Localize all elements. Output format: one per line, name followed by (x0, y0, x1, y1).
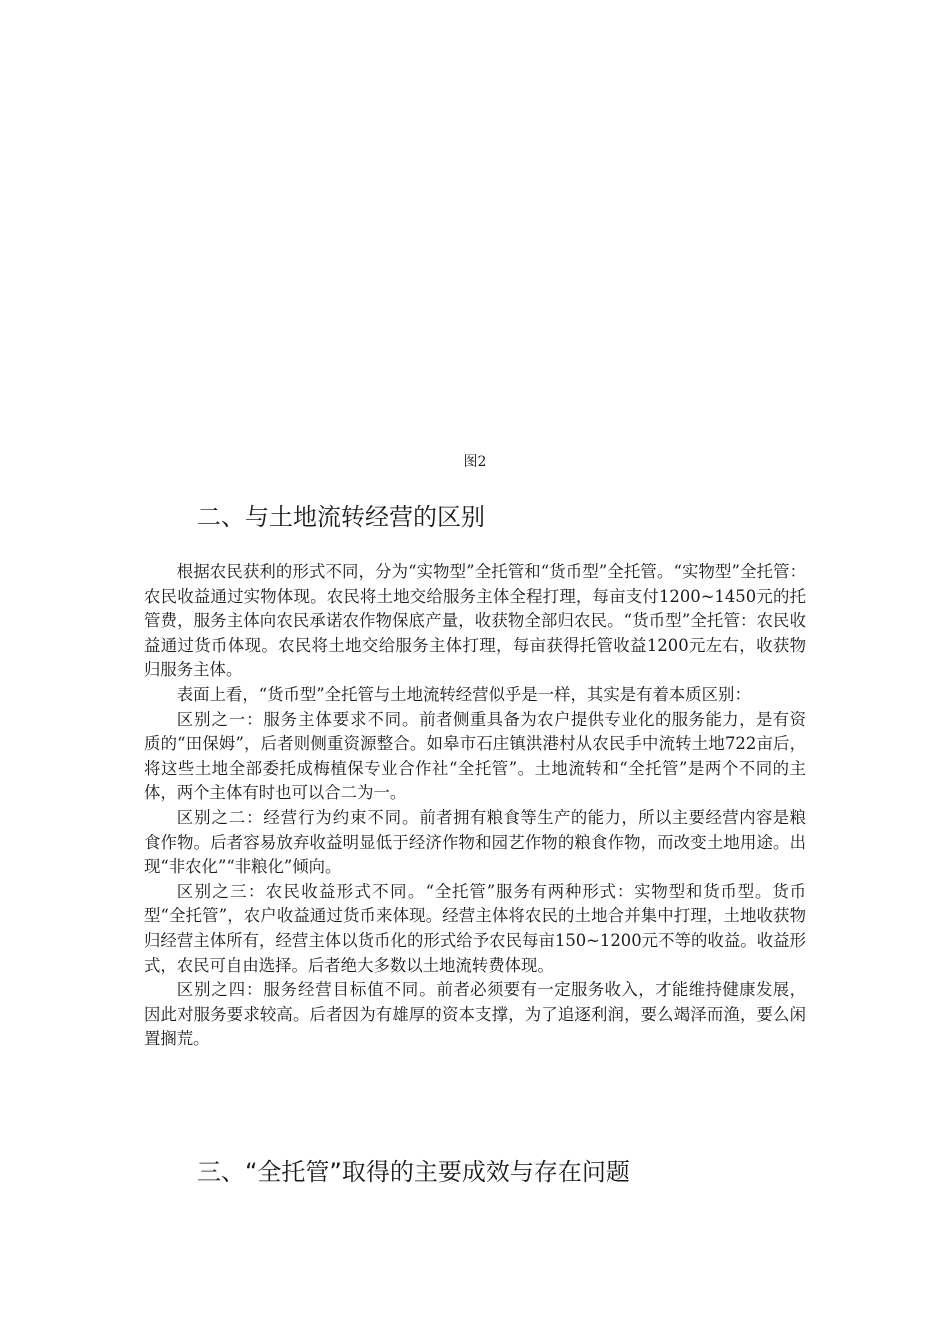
paragraph (144, 560, 806, 683)
section-heading: 二、与土地流转经营的区别 (197, 503, 485, 531)
paragraph (144, 880, 806, 978)
paragraph-text: “全托管”服务有两种形式：实物型和货币型。货币型“全托管”，农户收益通过货币来体现。经营主体将农民的土地合并集中打理，土地收获物归经营主体所有，经营主体以货币化的形式给予农民每亩150~1200元不等的收益。收益形式，农民可自由选择。后者绝大多数以土地流转费体现。 (144, 881, 806, 975)
paragraph-lead: 区别之一：服务主体要求不同。 (176, 709, 420, 729)
paragraph-lead: 区别之二：经营行为约束不同。 (176, 807, 420, 827)
paragraph (144, 683, 806, 708)
paragraph-text: 前者侧重具备为农户提供专业化的服务能力，是有资质的“田保姆”，后者则侧重资源整合。如皋市石庄镇洪港村从农民手中流转土地722亩后，将这些土地全部委托成梅植保专业合作社“全托管”。土地流转和“全托管”是两个不同的主体，两个主体有时也可以合二为一。 (144, 709, 806, 803)
paragraph (144, 978, 806, 1052)
paragraph-text: 前者必须要有一定服务收入，才能维持健康发展，因此对服务要求较高。后者因为有雄厚的资本支撑，为了追逐利润，要么竭泽而渔，要么闲置搁荒。 (144, 980, 807, 1049)
figure-caption: 图2 (463, 454, 487, 470)
paragraph-lead: 区别之三：农民收益形式不同。 (176, 881, 426, 901)
paragraph (144, 708, 806, 806)
paragraph-text: 表面上看，“货币型”全托管与土地流转经营似乎是一样，其实是有着本质区别： (176, 684, 751, 704)
paragraph-text: 前者拥有粮食等生产的能力，所以主要经营内容是粮食作物。后者容易放弃收益明显低于经济作物和园艺作物的粮食作物，而改变土地用途。出现“非农化”“非粮化”倾向。 (144, 807, 806, 877)
section-heading: 三、“全托管”取得的主要成效与存在问题 (197, 1158, 630, 1186)
figure-area (144, 40, 806, 440)
body-text (144, 560, 806, 1052)
paragraph (144, 806, 806, 880)
paragraph-text: 根据农民获利的形式不同，分为“实物型”全托管和“货币型”全托管。“实物型”全托管：农民收益通过实物体现。农民将土地交给服务主体全程打理，每亩支付1200~1450元的托管费，服务主体向农民承诺农作物保底产量，收获物全部归农民。“货币型”全托管：农民收益通过货币体现。农民将土地交给服务主体打理，每亩获得托管收益1200元左右，收获物归服务主体。 (144, 562, 806, 680)
paragraph-lead: 区别之四：服务经营目标值不同。 (176, 980, 437, 1000)
